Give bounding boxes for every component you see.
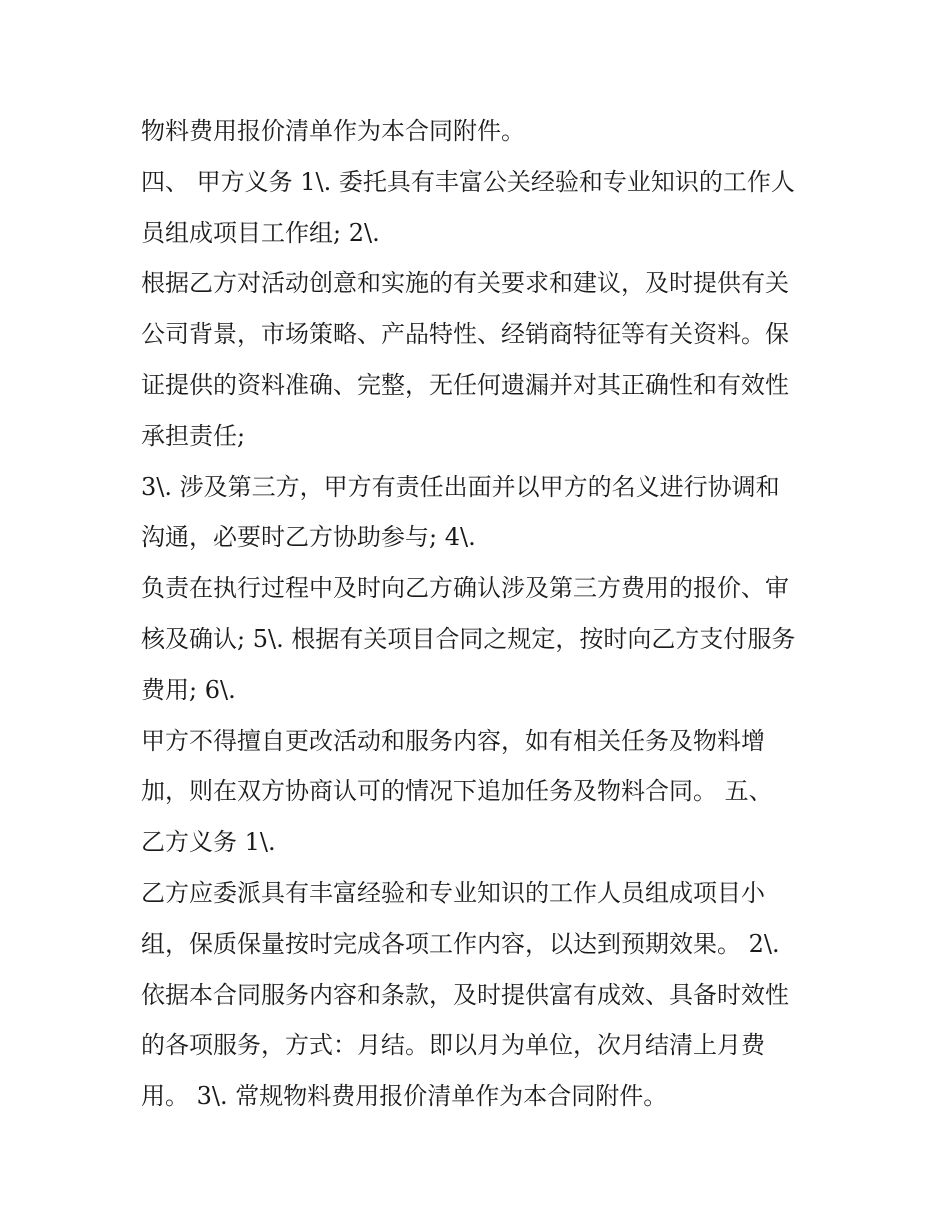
text-line-12: 费用; 6\. [141,675,236,704]
text-line-5: 公司背景，市场策略、产品特性、经销商特征等有关资料。保 [141,320,789,349]
text-line-14: 加，则在双方协商认可的情况下追加任务及物料合同。 五、 [141,777,773,806]
text-line-18: 依据本合同服务内容和条款，及时提供富有成效、具备时效性 [141,980,789,1009]
text-line-3: 员组成项目工作组; 2\. [141,218,380,247]
text-line-6: 证提供的资料准确、完整，无任何遗漏并对其正确性和有效性 [141,370,789,399]
text-line-13: 甲方不得擅自更改活动和服务内容，如有相关任务及物料增 [141,726,765,755]
text-line-8: 3\. 涉及第三方，甲方有责任出面并以甲方的名义进行协调和 [141,472,780,501]
text-line-1: 物料费用报价清单作为本合同附件。 [141,117,525,145]
text-line-4: 根据乙方对活动创意和实施的有关要求和建议，及时提供有关 [141,269,789,298]
text-line-9: 沟通，必要时乙方协助参与; 4\. [141,523,476,552]
text-line-15: 乙方义务 1\. [141,828,276,857]
text-line-2: 四、 甲方义务 1\. 委托具有丰富公关经验和专业知识的工作人 [141,167,795,196]
text-line-10: 负责在执行过程中及时向乙方确认涉及第三方费用的报价、审 [141,574,789,603]
text-line-17: 组，保质保量按时完成各项工作内容，以达到预期效果。 2\. [141,929,780,958]
text-line-7: 承担责任; [141,421,246,450]
text-line-20: 用。 3\. 常规物料费用报价清单作为本合同附件。 [141,1082,668,1111]
text-line-19: 的各项服务，方式：月结。即以月为单位，次月结清上月费 [141,1031,765,1060]
document-body [141,106,821,1122]
text-line-16: 乙方应委派具有丰富经验和专业知识的工作人员组成项目小 [141,878,765,907]
text-line-11: 核及确认; 5\. 根据有关项目合同之规定，按时向乙方支付服务 [141,624,796,653]
